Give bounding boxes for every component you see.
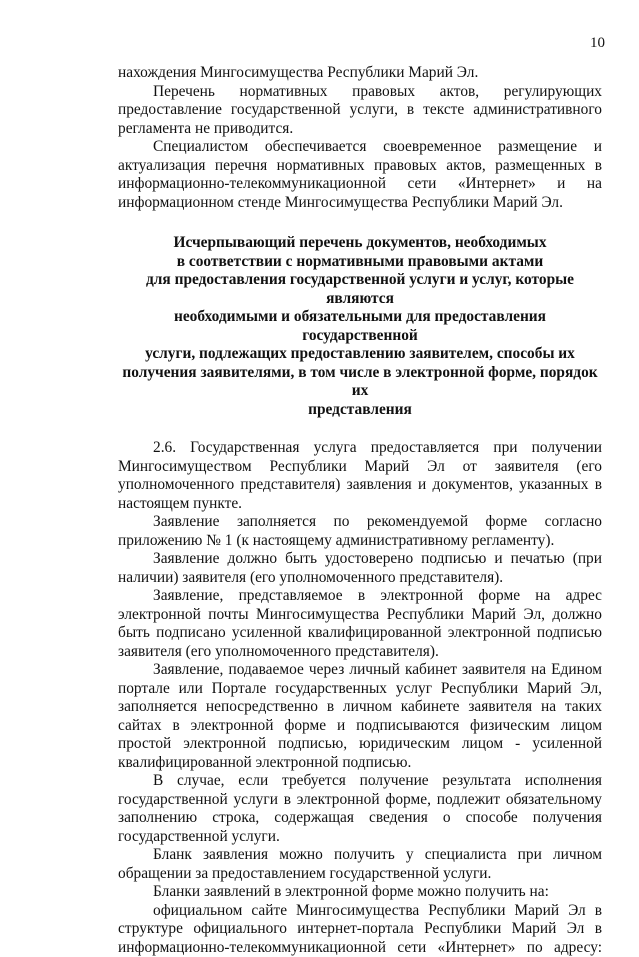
heading-line: необходимыми и обязательными для предоставления государственной: [118, 308, 602, 345]
paragraph: официальном сайте Мингосимущества Республики Марий Эл в структуре официального интернет-портала Республики Марий Эл в информационно-телекоммуникационной сети «Интернет» по адресу:: [118, 902, 602, 957]
paragraph: Перечень нормативных правовых актов, регулирующих предоставление государственной услуги, в тексте административного регламента не приводится.: [118, 83, 602, 139]
paragraph: 2.6. Государственная услуга предоставляется при получении Мингосимуществом Республики Марий Эл от заявителя (его уполномоченного представителя) заявления и документов, указанных в настоящем пункте.: [118, 439, 602, 513]
paragraph: Специалистом обеспечивается своевременное размещение и актуализация перечня нормативных правовых актов, размещенных в информационно-телекоммуникационной сети «Интернет» и на информационном стенде Мингосимущества Республики Марий Эл.: [118, 138, 602, 212]
heading-line: услуги, подлежащих предоставлению заявителем, способы их: [118, 345, 602, 364]
heading-line: для предоставления государственной услуги и услуг, которые являются: [118, 271, 602, 308]
paragraph: Бланки заявлений в электронной форме можно получить на:: [118, 883, 602, 902]
paragraph: Заявление заполняется по рекомендуемой форме согласно приложению № 1 (к настоящему административному регламенту).: [118, 513, 602, 550]
paragraph: В случае, если требуется получение результата исполнения государственной услуги в электронной форме, подлежит обязательному заполнению строка, содержащая сведения о способе получения государственной услуги.: [118, 772, 602, 846]
page-number: 10: [590, 34, 605, 52]
heading-line: в соответствии с нормативными правовыми актами: [118, 253, 602, 272]
heading-line: получения заявителями, в том числе в электронной форме, порядок их: [118, 364, 602, 401]
section-heading: [118, 234, 602, 419]
paragraph: Заявление, представляемое в электронной форме на адрес электронной почты Мингосимущества Республики Марий Эл, должно быть подписано усиленной квалифицированной электронной подписью заявителя (его уполномоченного представителя).: [118, 587, 602, 661]
heading-line: Исчерпывающий перечень документов, необходимых: [118, 234, 602, 253]
paragraph: Заявление должно быть удостоверено подписью и печатью (при наличии) заявителя (его уполномоченного представителя).: [118, 550, 602, 587]
paragraph: Заявление, подаваемое через личный кабинет заявителя на Едином портале или Портале государственных услуг Республики Марий Эл, заполняется непосредственно в личном кабинете заявителя на таких сайтах в электронной форме и подписываются физическим лицом простой электронной подписью, юридическим лицом - усиленной квалифицированной электронной подписью.: [118, 661, 602, 772]
heading-line: представления: [118, 401, 602, 420]
paragraph: Бланк заявления можно получить у специалиста при личном обращении за предоставлением государственной услуги.: [118, 846, 602, 883]
paragraph: нахождения Мингосимущества Республики Марий Эл.: [118, 64, 602, 83]
document-body: [118, 64, 602, 957]
